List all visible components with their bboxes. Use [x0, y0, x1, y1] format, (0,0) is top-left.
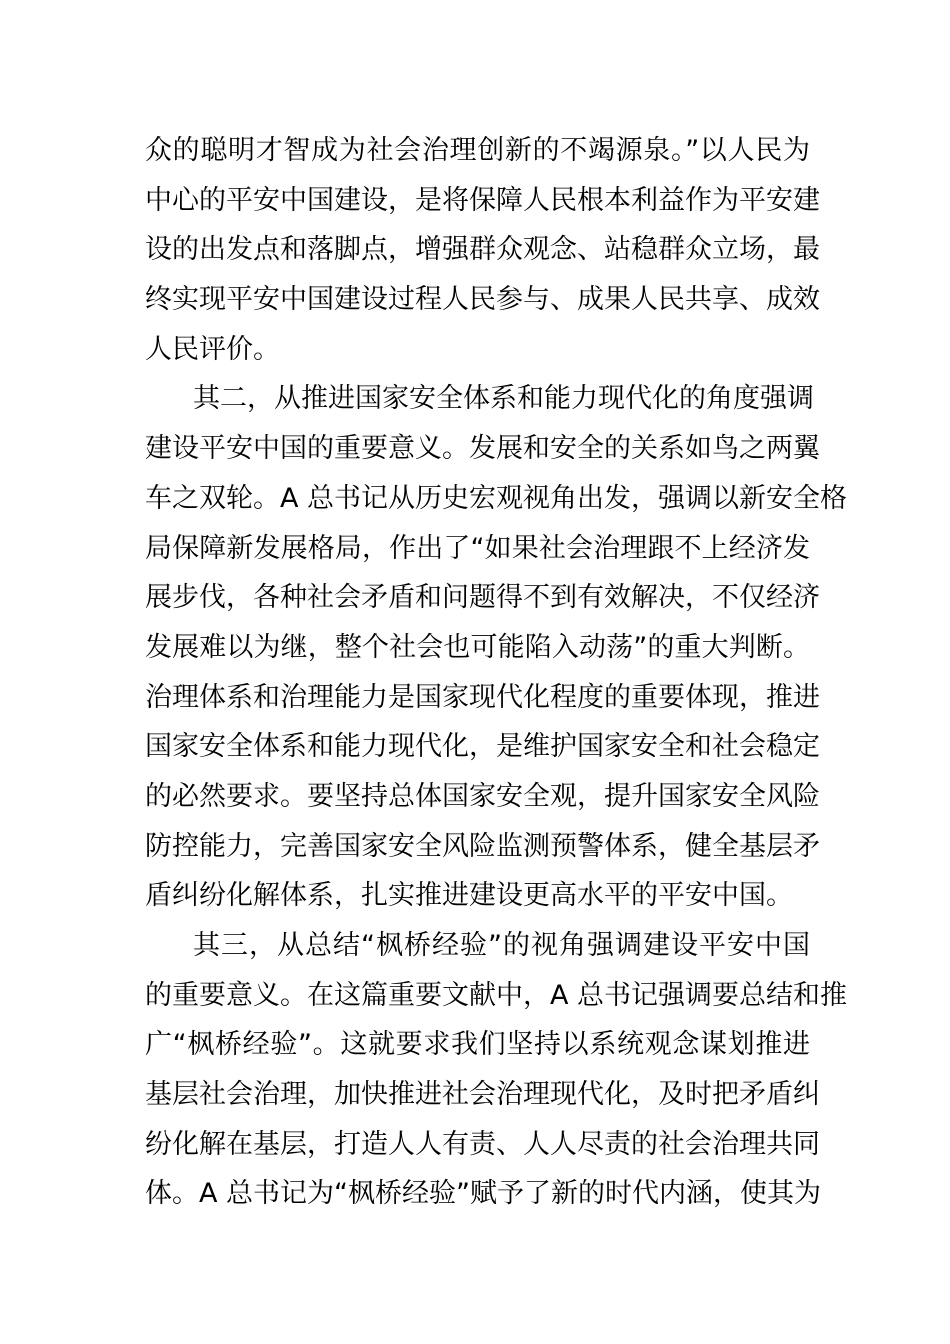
paragraph-first-line: 其三，从总结“枫桥经验”的视角强调建设平安中国 — [193, 930, 810, 961]
text-line: 建设平安中国的重要意义。发展和安全的关系如鸟之两翼 — [145, 433, 820, 465]
text-line: 人民评价。 — [145, 333, 280, 365]
text-line: 众的聪明才智成为社会治理创新的不竭源泉。”以人民为 — [145, 135, 810, 166]
text-line: 中心的平安中国建设，是将保障人民根本利益作为平安建 — [145, 184, 820, 216]
text-line: 防控能力，完善国家安全风险监测预警体系，健全基层矛 — [145, 830, 820, 862]
text-line: 纷化解在基层，打造人人有责、人人尽责的社会治理共同 — [145, 1128, 820, 1160]
text-line: 终实现平安中国建设过程人民参与、成果人民共享、成效 — [145, 284, 820, 316]
text-line: 的必然要求。要坚持总体国家安全观，提升国家安全风险 — [145, 780, 820, 812]
body-text — [145, 126, 848, 1219]
text-line: 基层社会治理，加快推进社会治理现代化，及时把矛盾纠 — [145, 1079, 820, 1111]
text-line: 发展难以为继，整个社会也可能陷入动荡”的重大判断。 — [145, 631, 810, 663]
text-line: 体。A 总书记为“枫桥经验”赋予了新的时代内涵，使其为 — [145, 1178, 822, 1210]
text-line: 国家安全体系和能力现代化，是维护国家安全和社会稳定 — [145, 731, 820, 763]
text-line: 盾纠纷化解体系，扎实推进建设更高水平的平安中国。 — [145, 880, 793, 912]
text-line: 展步伐，各种社会矛盾和问题得不到有效解决，不仅经济 — [145, 582, 820, 614]
text-line: 的重要意义。在这篇重要文献中，A 总书记强调要总结和推 — [145, 979, 848, 1011]
text-line: 局保障新发展格局，作出了“如果社会治理跟不上经济发 — [145, 532, 810, 564]
text-line: 治理体系和治理能力是国家现代化程度的重要体现，推进 — [145, 681, 820, 713]
text-line: 广“枫桥经验”。这就要求我们坚持以系统观念谋划推进 — [145, 1029, 810, 1061]
paragraph-first-line: 其二，从推进国家安全体系和能力现代化的角度强调 — [193, 383, 814, 415]
text-line: 车之双轮。A 总书记从历史宏观视角出发，强调以新安全格 — [145, 482, 848, 514]
text-line: 设的出发点和落脚点，增强群众观念、站稳群众立场，最 — [145, 234, 820, 266]
